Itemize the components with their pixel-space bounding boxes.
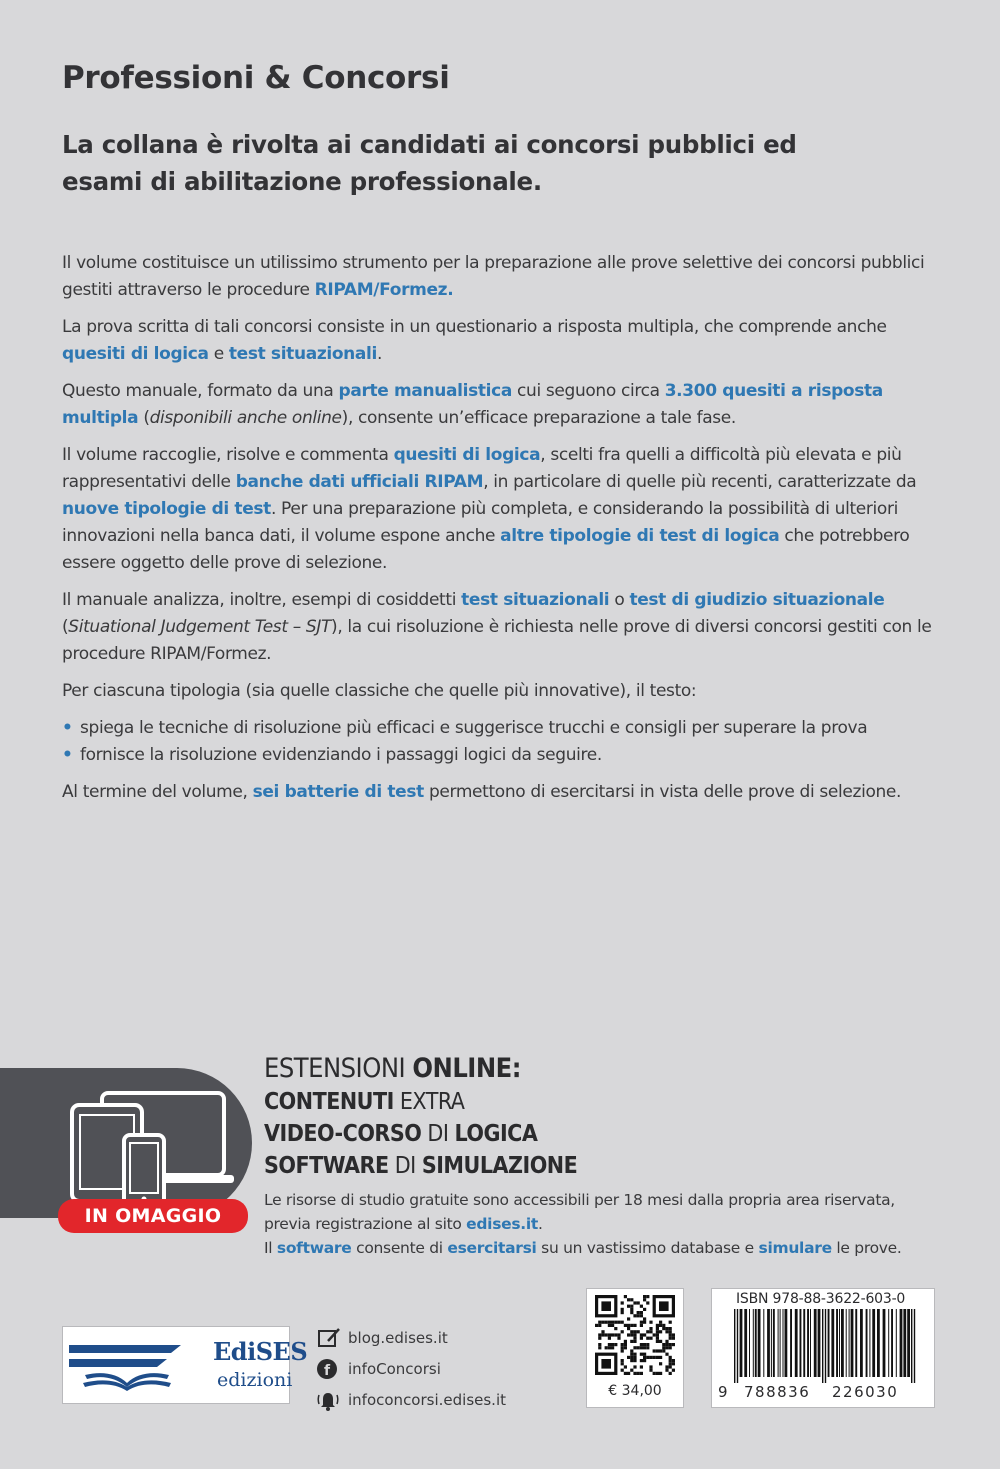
highlight: quesiti di logica bbox=[62, 344, 209, 364]
extensions-item bbox=[264, 1118, 964, 1150]
text: DI bbox=[388, 1153, 422, 1179]
bell-icon bbox=[316, 1389, 342, 1411]
text: su un vastissimo database e bbox=[536, 1239, 759, 1257]
text: ( bbox=[138, 408, 150, 428]
book-icon bbox=[69, 1337, 189, 1395]
text: Al termine del volume, bbox=[62, 782, 253, 802]
site-link[interactable]: edises.it bbox=[466, 1215, 538, 1233]
extensions-item bbox=[264, 1150, 964, 1182]
text: LOGICA bbox=[454, 1121, 538, 1147]
text: cui seguono circa bbox=[511, 381, 665, 401]
facebook-icon bbox=[316, 1358, 342, 1380]
highlight: esercitarsi bbox=[447, 1239, 537, 1257]
text: o bbox=[609, 590, 630, 610]
barcode-icon bbox=[730, 1309, 920, 1383]
link-text: blog.edises.it bbox=[348, 1328, 448, 1347]
text: , in particolare di quelle più recenti, caratterizzate da bbox=[483, 472, 917, 492]
text: che potrebbero essere oggetto delle prove di selezione. bbox=[62, 526, 910, 573]
svg-text:f: f bbox=[324, 1362, 331, 1379]
text: ), consente un’efficace preparazione a tale fase. bbox=[341, 408, 736, 428]
text: ESTENSIONI bbox=[264, 1053, 413, 1084]
text: Il bbox=[264, 1239, 277, 1257]
paragraph-7 bbox=[62, 779, 942, 806]
link-blog[interactable] bbox=[316, 1322, 536, 1353]
italic-text: Situational Judgement Test – SJT bbox=[68, 617, 332, 637]
text: Il manuale analizza, inoltre, esempi di cosiddetti bbox=[62, 590, 462, 610]
text: . Per una preparazione più completa, e considerando la possibilità di ulteriori innovazioni nella banca dati, il volume espone anche bbox=[62, 499, 898, 546]
link-text: infoConcorsi bbox=[348, 1359, 441, 1378]
isbn-label: ISBN 978-88-3622-603-0 bbox=[736, 1291, 906, 1307]
text: Le risorse di studio gratuite sono accessibili per 18 mesi dalla propria area riservata, bbox=[264, 1191, 895, 1209]
series-title: Professioni & Concorsi bbox=[62, 60, 450, 96]
publisher-sub: edizioni bbox=[217, 1369, 293, 1391]
paragraph-2 bbox=[62, 314, 942, 368]
link-text: infoconcorsi.edises.it bbox=[348, 1390, 506, 1409]
bullet-icon: • bbox=[62, 718, 73, 738]
barcode-box bbox=[711, 1288, 935, 1408]
paragraph-4 bbox=[62, 442, 942, 577]
bullet-list bbox=[62, 715, 942, 769]
extensions-title bbox=[264, 1052, 964, 1086]
publisher-logo bbox=[62, 1326, 308, 1404]
paragraph-1 bbox=[62, 250, 942, 304]
text: permettono di esercitarsi in vista delle prove di selezione. bbox=[423, 782, 902, 802]
text: EXTRA bbox=[393, 1089, 465, 1115]
highlight: altre tipologie di test di logica bbox=[500, 526, 780, 546]
qr-code-box bbox=[586, 1288, 684, 1408]
list-item-text: fornisce la risoluzione evidenziando i passaggi logici da seguire. bbox=[80, 745, 602, 765]
highlight: parte manualistica bbox=[338, 381, 512, 401]
highlight: test di giudizio situazionale bbox=[629, 590, 885, 610]
text: CONTENUTI bbox=[264, 1089, 394, 1115]
text: . bbox=[537, 1215, 543, 1233]
highlight: sei batterie di test bbox=[252, 782, 424, 802]
list-item bbox=[62, 742, 942, 769]
text: , scelti fra quelli a difficoltà più elevata e più rappresentativi delle bbox=[62, 445, 902, 492]
highlight: test situazionali bbox=[228, 344, 378, 364]
highlight: simulare bbox=[758, 1239, 832, 1257]
link-facebook[interactable] bbox=[316, 1353, 536, 1384]
text: SOFTWARE bbox=[264, 1153, 389, 1179]
blog-icon bbox=[316, 1327, 342, 1349]
highlight: nuove tipologie di test bbox=[62, 499, 271, 519]
list-item bbox=[62, 715, 942, 742]
highlight: 3.300 quesiti a risposta multipla bbox=[62, 381, 883, 428]
bullet-icon: • bbox=[62, 745, 73, 765]
link-infoconcorsi[interactable] bbox=[316, 1384, 536, 1415]
text: Il volume raccoglie, risolve e commenta bbox=[62, 445, 394, 465]
highlight: quesiti di logica bbox=[393, 445, 541, 465]
extensions-description bbox=[264, 1188, 964, 1260]
tagline: La collana è rivolta ai candidati ai concorsi pubblici ed esami di abilitazione professionale. bbox=[62, 130, 797, 196]
italic-text: disponibili anche online bbox=[149, 408, 342, 428]
publisher-name: EdiSES bbox=[213, 1337, 308, 1366]
paragraph-6: Per ciascuna tipologia (sia quelle classiche che quelle più innovative), il testo: bbox=[62, 681, 697, 701]
highlight: RIPAM/Formez. bbox=[314, 280, 454, 300]
devices-icon bbox=[62, 1075, 252, 1215]
text bbox=[264, 1212, 964, 1236]
paragraph-3 bbox=[62, 378, 942, 432]
text: . bbox=[377, 344, 383, 364]
text: ), la cui risoluzione è richiesta nelle prove di diversi concorsi gestiti con le procedure RIPAM/Formez. bbox=[62, 617, 932, 664]
highlight: test situazionali bbox=[461, 590, 610, 610]
description bbox=[62, 250, 942, 816]
contact-links bbox=[316, 1322, 536, 1415]
text: Il volume costituisce un utilissimo strumento per la preparazione alle prove selettive dei concorsi pubblici gestiti attraverso le procedure bbox=[62, 253, 925, 300]
highlight: banche dati ufficiali RIPAM bbox=[235, 472, 484, 492]
qr-code-icon bbox=[595, 1295, 675, 1375]
extensions-item bbox=[264, 1086, 964, 1118]
text: La prova scritta di tali concorsi consiste in un questionario a risposta multipla, che comprende anche bbox=[62, 317, 887, 337]
text: Questo manuale, formato da una bbox=[62, 381, 339, 401]
text: previa registrazione al sito bbox=[264, 1215, 467, 1233]
text: consente di bbox=[351, 1239, 448, 1257]
text bbox=[264, 1236, 964, 1260]
paragraph-5 bbox=[62, 587, 942, 668]
gift-badge: IN OMAGGIO bbox=[58, 1199, 248, 1233]
text: SIMULAZIONE bbox=[421, 1153, 578, 1179]
isbn-left-group: 788836 bbox=[744, 1383, 811, 1401]
text: DI bbox=[421, 1121, 455, 1147]
isbn-right-group: 226030 bbox=[832, 1383, 899, 1401]
isbn-first-digit: 9 bbox=[718, 1383, 730, 1401]
text: e bbox=[208, 344, 229, 364]
text: ( bbox=[62, 617, 69, 637]
text: le prove. bbox=[831, 1239, 902, 1257]
text: ONLINE: bbox=[412, 1053, 521, 1084]
price: € 34,00 bbox=[608, 1383, 662, 1399]
online-extensions bbox=[264, 1052, 964, 1182]
list-item-text: spiega le tecniche di risoluzione più efficaci e suggerisce trucchi e consigli per superare la prova bbox=[80, 718, 868, 738]
text: VIDEO-CORSO bbox=[264, 1121, 422, 1147]
highlight: software bbox=[276, 1239, 352, 1257]
